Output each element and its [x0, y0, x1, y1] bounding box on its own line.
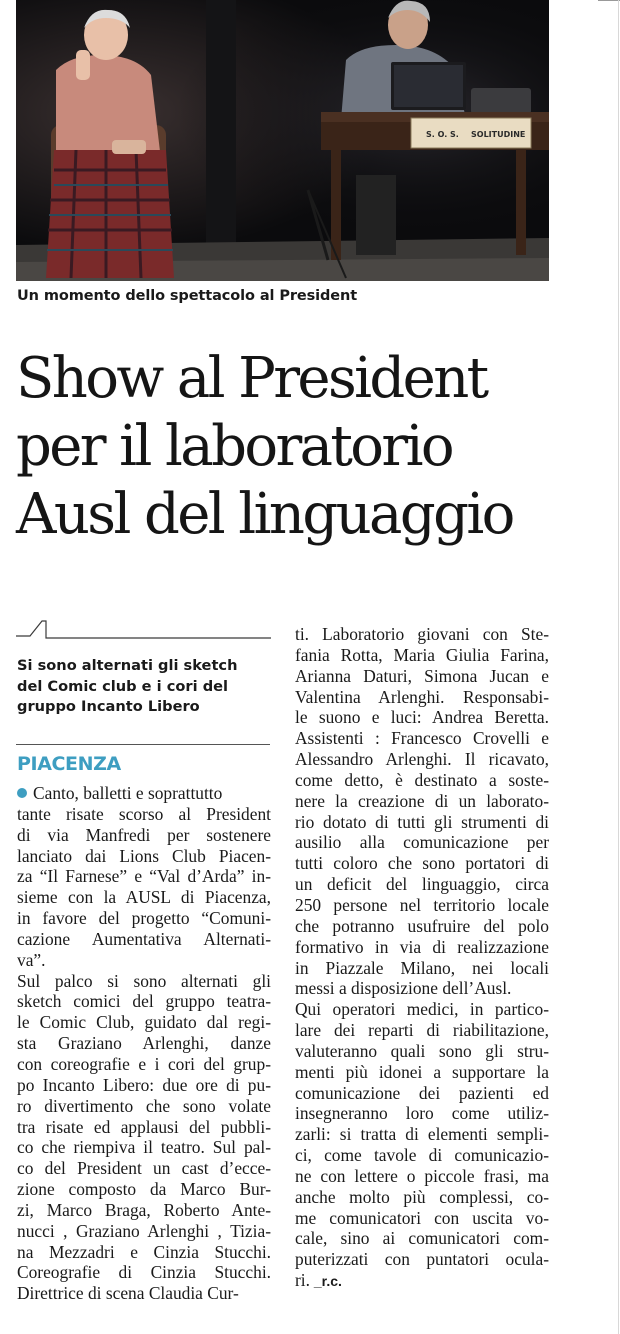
article-line: che potranno usufruire del polo — [295, 915, 549, 936]
article-line: come detto, è destinato a soste- — [295, 769, 549, 790]
article-line: cazione Aumentativa Alternati- — [17, 928, 271, 949]
article-line: zarli: si tratta di elementi sempli- — [295, 1124, 549, 1145]
photo-caption: Un momento dello spettacolo al President — [17, 288, 358, 304]
article-line: co che riempiva il teatro. Sul pal- — [17, 1137, 271, 1158]
article-line: na Mezzadri e Cinzia Stucchi. — [17, 1241, 271, 1262]
article-line: me comunicatori con uscita vo- — [295, 1207, 549, 1228]
article-line: rio dotato di tutti gli strumenti di — [295, 811, 549, 832]
article-line: le Comic Club, guidato dal regi- — [17, 1012, 271, 1033]
headline — [16, 345, 616, 549]
article-line: messi a disposizione dell’Ausl. — [295, 978, 512, 999]
article-line: Direttrice di scena Claudia Cur- — [17, 1283, 239, 1304]
article-line: ausilio alla comunicazione per — [295, 832, 549, 853]
subtitle-line: gruppo Incanto Libero — [17, 698, 200, 715]
subtitle-rule — [16, 744, 270, 745]
article-line: di via Manfredi per sostenere — [17, 824, 271, 845]
desk-sign-right: SOLITUDINE — [471, 130, 526, 139]
author-signature: _r.c. — [309, 1273, 342, 1290]
article-line: ne con lettere o piccole frasi, ma — [295, 1165, 549, 1186]
article-line: lare dei reparti di riabilitazione, — [295, 1020, 549, 1041]
article-line: le suono e luci: Andrea Beretta. — [295, 707, 549, 728]
headline-line: per il laboratorio — [16, 414, 453, 479]
article-line: za “Il Farnese” e “Val d’Arda” in- — [17, 866, 271, 887]
article-line: valuteranno quali sono gli stru- — [295, 1040, 549, 1061]
article-line: Coreografie di Cinzia Stucchi. — [17, 1262, 271, 1283]
headline-line: Ausl del linguaggio — [16, 482, 513, 547]
location-kicker: PIACENZA — [17, 753, 121, 775]
article-line: un deficit del linguaggio, circa — [295, 874, 549, 895]
desk-sign-left: S. O. S. — [426, 130, 459, 139]
subtitle-line: del Comic club e i cori del — [17, 677, 229, 695]
article-line: nere la creazione di un laborato- — [295, 790, 549, 811]
article-line: po Incanto Libero: due ore di pu- — [17, 1074, 271, 1095]
article-line: zi, Marco Braga, Roberto Ante- — [17, 1199, 271, 1220]
article-line: in Piazzale Milano, nei locali — [295, 957, 549, 978]
subtitle — [17, 656, 277, 718]
article-line: zione composto da Marco Bur- — [17, 1179, 271, 1200]
article-line: formativo in via di realizzazione — [295, 936, 549, 957]
headline-line: Show al President — [16, 346, 487, 411]
article-line: Sul palco si sono alternati gli — [17, 970, 271, 991]
article-line: ci, come tavole di comunicazio- — [295, 1145, 549, 1166]
article-line: ri. _r.c. — [295, 1270, 342, 1291]
article-line: Qui operatori medici, in partico- — [295, 999, 549, 1020]
article-column-2 — [295, 624, 549, 1292]
article-line: cale, sino ai comunicatori com- — [295, 1228, 549, 1249]
article-line: sketch comici del gruppo teatra- — [17, 991, 271, 1012]
article-line: menti più idonei a supportare la — [295, 1061, 549, 1082]
article-line: con coreografie e i cori del grup- — [17, 1053, 271, 1074]
article-line: puterizzati con puntatori ocula- — [295, 1249, 549, 1270]
article-line: tra risate ed applausi del pubbli- — [17, 1116, 271, 1137]
article-line: ro divertimento che sono volate — [17, 1095, 271, 1116]
bullet-icon — [17, 788, 27, 798]
article-photo — [16, 0, 549, 281]
article-line: co del President un cast d’ecce- — [17, 1158, 271, 1179]
subtitle-line: Si sono alternati gli sketch — [17, 657, 238, 674]
article-line: nucci , Graziano Arlenghi , Tizia- — [17, 1220, 271, 1241]
article-line: tante risate scorso al President — [17, 803, 271, 824]
divider-line-graphic — [16, 618, 272, 642]
article-column-1 — [17, 783, 271, 1304]
article-line: Arianna Daturi, Simona Jucan e — [295, 665, 549, 686]
article-line: Alessandro Arlenghi. Il ricavato, — [295, 749, 549, 770]
article-line: 250 persone nel territorio locale — [295, 894, 549, 915]
article-line: sta Graziano Arlenghi, danze — [17, 1033, 271, 1054]
article-line: lanciato dai Lions Club Piacen- — [17, 845, 271, 866]
article-line: in favore del progetto “Comuni- — [17, 908, 271, 929]
article-line: ti. Laboratorio giovani con Ste- — [295, 624, 549, 644]
article-line: anche molto più complessi, co- — [295, 1186, 549, 1207]
article-line: insegneranno loro come utiliz- — [295, 1103, 549, 1124]
article-line: sieme con la AUSL di Piacenza, — [17, 887, 271, 908]
top-edge-line — [598, 0, 620, 1]
article-line: tutti coloro che sono portatori di — [295, 853, 549, 874]
article-line: comunicazione dei pazienti ed — [295, 1082, 549, 1103]
stage-photo-illustration — [16, 0, 549, 281]
section-divider — [16, 618, 272, 642]
article-line: Canto, balletti e soprattutto — [17, 783, 271, 804]
article-line: va”. — [17, 949, 46, 970]
article-line: fania Rotta, Maria Giulia Farina, — [295, 644, 549, 665]
page-edge — [618, 0, 619, 1334]
article-line: Assistenti : Francesco Crovelli e — [295, 728, 549, 749]
article-line: Valentina Arlenghi. Responsabi- — [295, 686, 549, 707]
